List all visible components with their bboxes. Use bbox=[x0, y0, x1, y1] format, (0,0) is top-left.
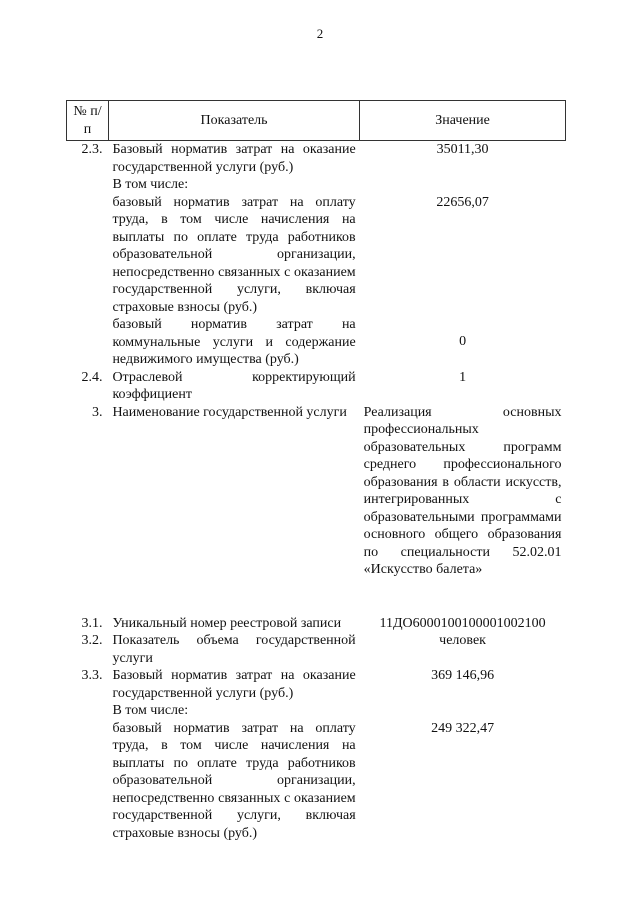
norms-table bbox=[66, 100, 566, 842]
table-row bbox=[67, 141, 566, 177]
row-indicator: базовый норматив затрат на оплату труда, в том числе начисления на выплаты по оплате труда работников образовательной организации, непосредственно связанных с оказанием государственной услуги, включая страховые взносы (руб.) bbox=[112, 720, 356, 841]
row-value: 35011,30 bbox=[436, 142, 489, 157]
row-num bbox=[67, 702, 109, 720]
row-indicator: В том числе: bbox=[112, 177, 189, 192]
row-num: 3.3. bbox=[81, 668, 103, 683]
row-indicator: базовый норматив затрат на коммунальные услуги и содержание недвижимого имущества (руб.) bbox=[112, 317, 356, 367]
row-indicator: Наименование государственной услуги bbox=[112, 404, 347, 420]
page-number: 2 bbox=[316, 26, 324, 41]
row-num: 3.1. bbox=[81, 615, 103, 631]
table-spacer-row bbox=[67, 579, 566, 615]
table-row bbox=[67, 404, 566, 579]
row-indicator: В том числе: bbox=[112, 703, 189, 718]
table-row bbox=[67, 720, 566, 843]
table-row bbox=[67, 615, 566, 633]
row-num bbox=[67, 176, 109, 194]
table-row bbox=[67, 176, 566, 194]
row-num bbox=[67, 720, 109, 843]
row-indicator: Базовый норматив затрат на оказание государственной услуги (руб.) bbox=[112, 142, 356, 175]
row-num: 2.4. bbox=[81, 369, 103, 385]
row-indicator: базовый норматив затрат на оплату труда, в том числе начисления на выплаты по оплате труда работников образовательной организации, непосредственно связанных с оказанием государственной услуги, включая страховые взносы (руб.) bbox=[112, 194, 356, 315]
row-value bbox=[360, 702, 566, 720]
table-row bbox=[67, 632, 566, 667]
row-value: 249 322,47 bbox=[431, 720, 495, 736]
row-value: 22656,07 bbox=[436, 194, 489, 210]
row-indicator: Отраслевой корректирующий коэффициент bbox=[112, 369, 356, 402]
row-value bbox=[360, 176, 566, 194]
row-num: 2.3. bbox=[81, 142, 103, 157]
row-value: 0 bbox=[459, 334, 467, 349]
row-num bbox=[67, 194, 109, 317]
row-indicator: Уникальный номер реестровой записи bbox=[112, 615, 342, 631]
header-indicator: Показатель bbox=[108, 101, 359, 141]
row-num: 3.2. bbox=[81, 633, 103, 648]
table-header-row bbox=[67, 101, 566, 141]
row-value: 1 bbox=[459, 369, 467, 385]
row-num: 3. bbox=[91, 404, 103, 420]
header-value: Значение bbox=[360, 101, 566, 141]
header-num: № п/п bbox=[67, 101, 109, 141]
table-row bbox=[67, 369, 566, 404]
row-value: Реализация основных профессиональных образовательных программ среднего профессионального образования в области искусств, интегрированных с образовательными программами основного общего образования по специальности 52.02.01 «Искусство балета» bbox=[363, 404, 562, 577]
table-row bbox=[67, 667, 566, 702]
row-num bbox=[67, 316, 109, 369]
table-row bbox=[67, 316, 566, 369]
table-row bbox=[67, 194, 566, 317]
row-value: 369 146,96 bbox=[431, 668, 495, 683]
row-value: человек bbox=[439, 633, 486, 648]
row-value: 11ДО6000100100001002100 bbox=[379, 615, 546, 631]
row-indicator: Базовый норматив затрат на оказание государственной услуги (руб.) bbox=[112, 668, 356, 701]
row-indicator: Показатель объема государственной услуги bbox=[112, 633, 356, 666]
table-row bbox=[67, 702, 566, 720]
